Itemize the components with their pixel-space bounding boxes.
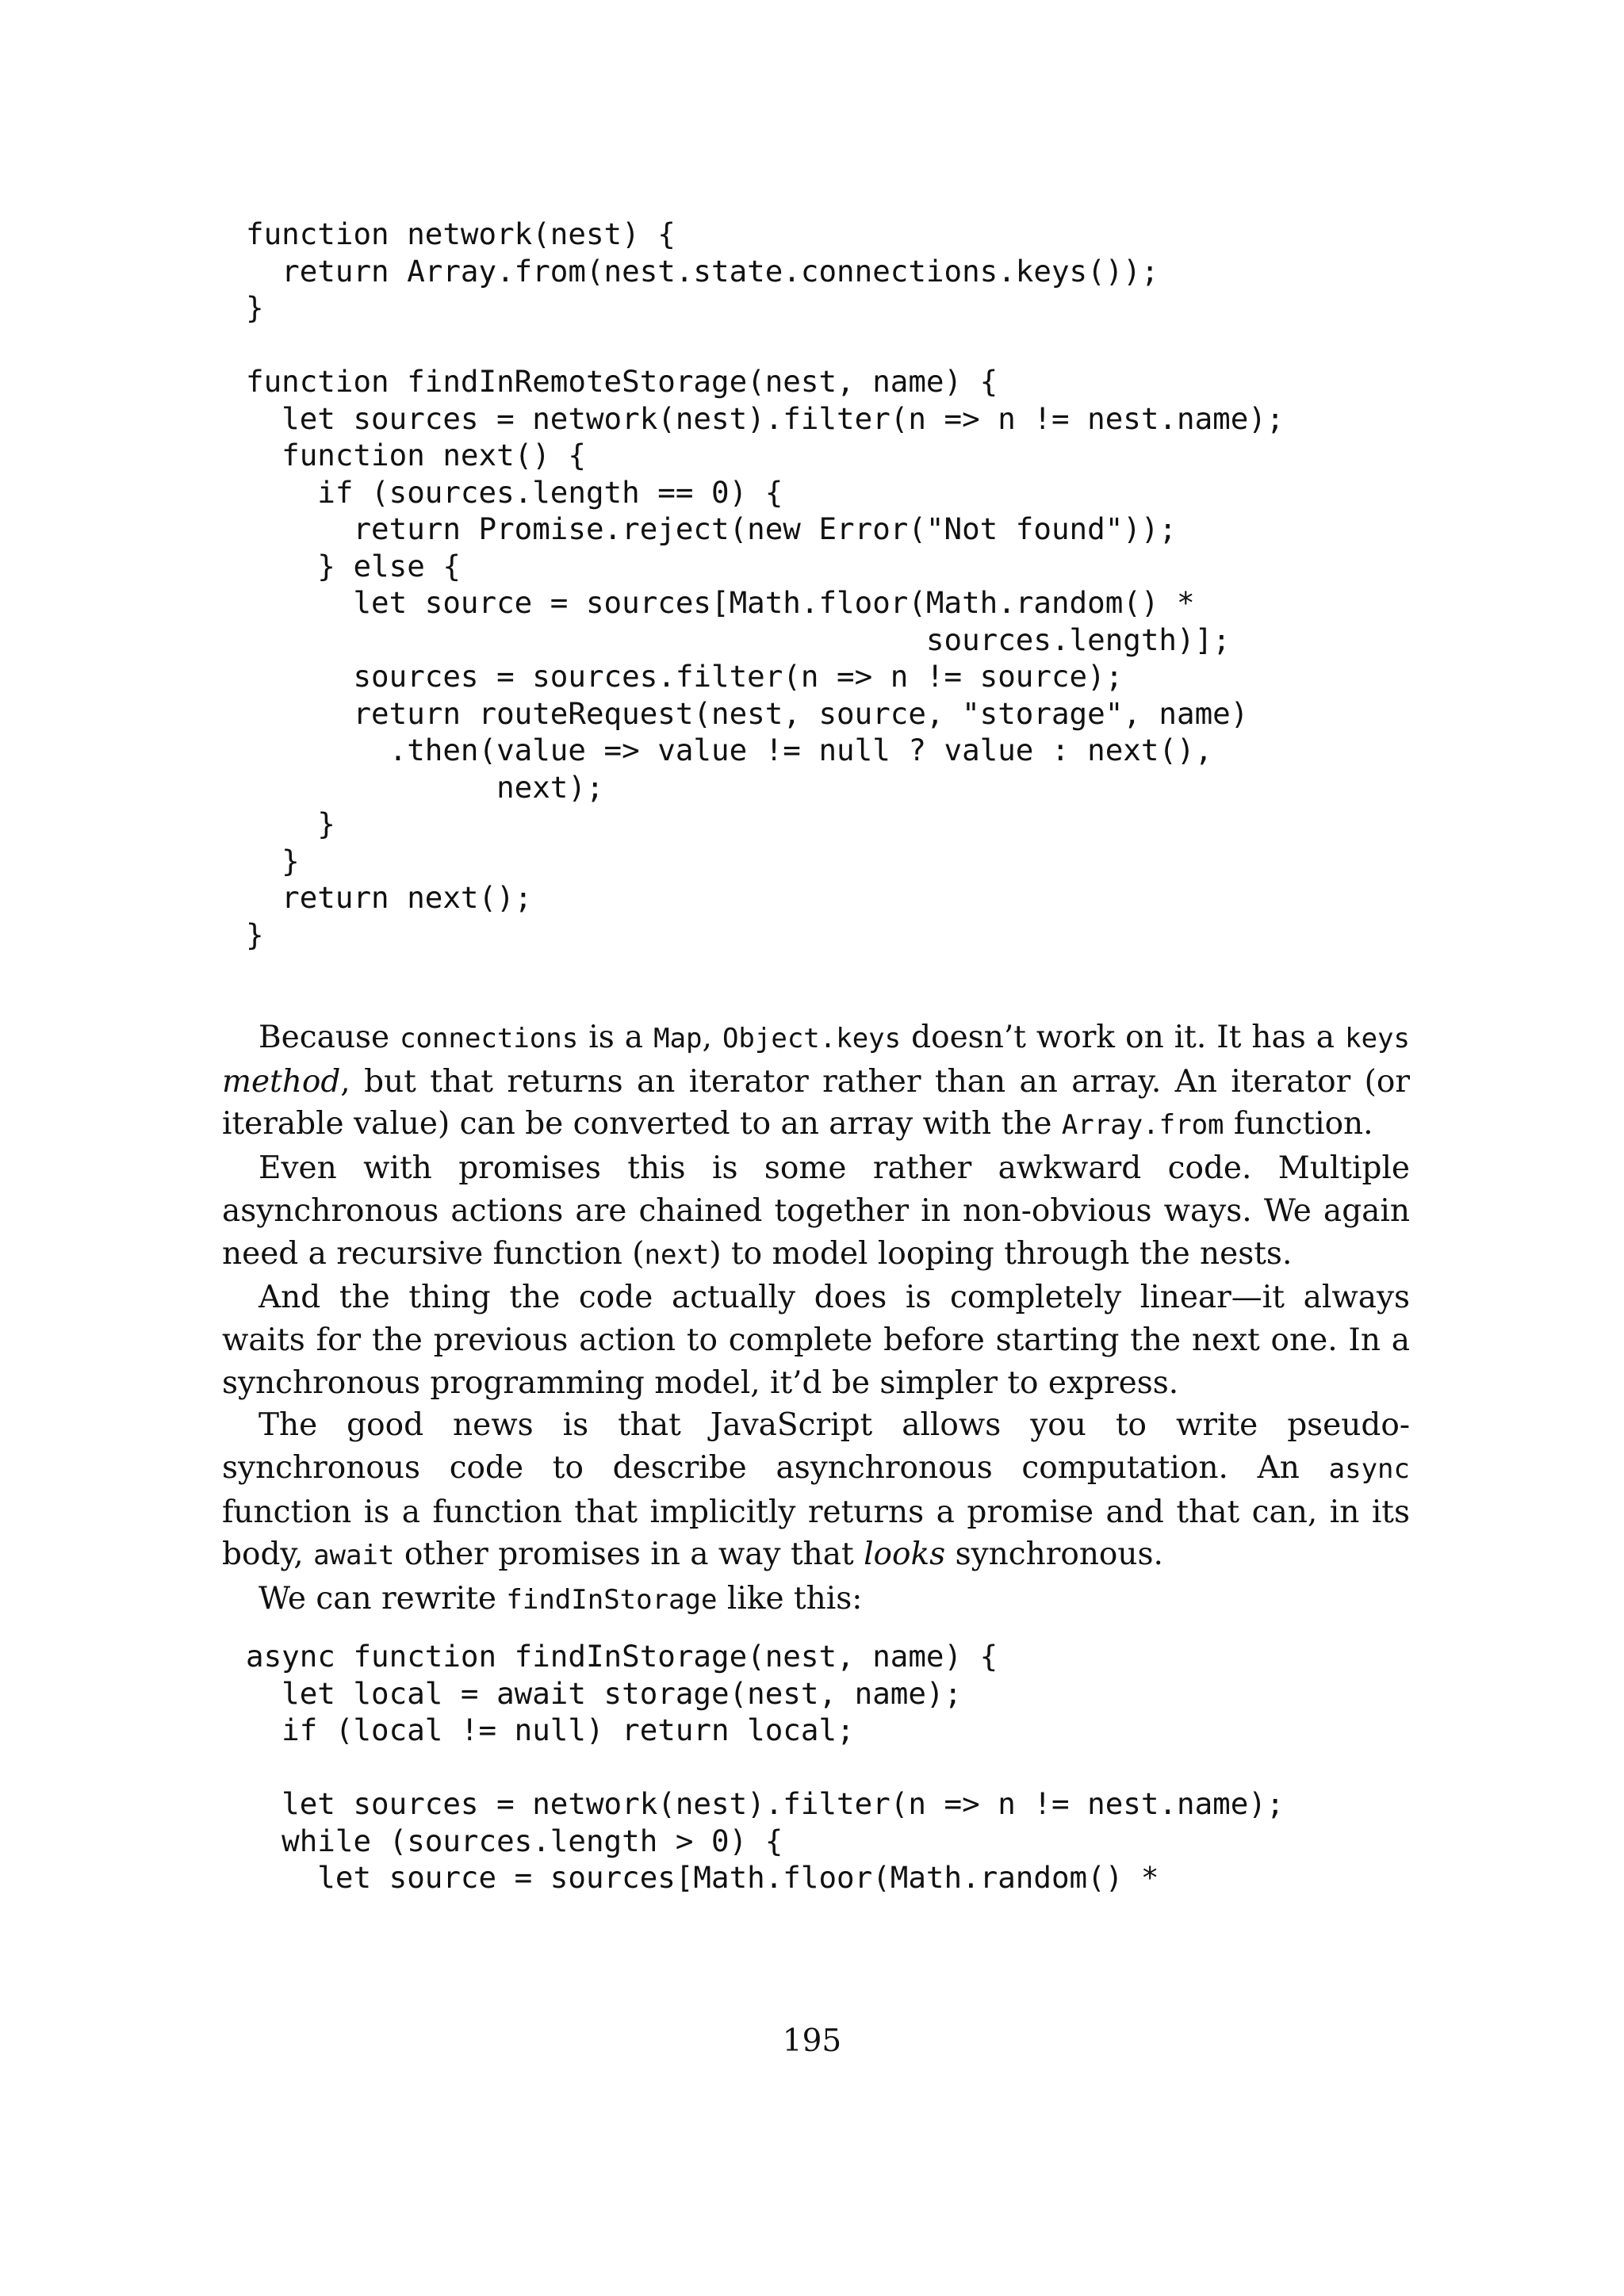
paragraph-awkward-code: Even with promises this is some rather awkward code. Multiple asynchronous actions are chained together in non-obvious ways. We again need a recursive function (next) to model looping through the nests. [222,1150,1410,1272]
emphasis: method [222,1063,341,1100]
code-line: sources = sources.filter(n => n != source); [246,659,1124,694]
code-line: } [246,290,264,325]
code-line: let source = sources[Math.floor(Math.random() * [246,585,1195,620]
code-line: next); [246,769,604,805]
code-line: let local = await storage(nest, name); [246,1675,963,1711]
code-line: let sources = network(nest).filter(n => n != nest.name); [246,1786,1285,1821]
inline-code: await [313,1540,395,1572]
paragraph-connections-map: Because connections is a Map, Object.keys doesn’t work on it. It has a keys method, but that returns an iterator rather than an array. An iterator (or iterable value) can be converted to an array with the Array.from function. [222,1020,1410,1142]
paragraph-linear: And the thing the code actually does is completely linear—it always waits for the previous action to complete before starting the next one. In a synchronous programming model, it’d be simpler to express. [222,1280,1410,1401]
code-line: function findInRemoteStorage(nest, name) { [246,364,998,399]
code-block-find-in-storage-async [246,1638,1284,1896]
paragraph-rewrite: We can rewrite findInStorage like this: [259,1581,863,1617]
code-line: return next(); [246,880,533,915]
inline-code: Array.from [1061,1109,1224,1142]
body-text [222,1016,1410,1622]
code-line: let source = sources[Math.floor(Math.random() * [246,1860,1159,1895]
code-line: function next() { [246,438,586,473]
inline-code: findInStorage [506,1584,718,1617]
code-line: return Promise.reject(new Error("Not found")); [246,511,1177,546]
code-line [246,327,1284,364]
code-line: return routeRequest(nest, source, "storage", name) [246,695,1249,731]
inline-code: next [644,1238,710,1271]
code-line [246,1749,1284,1786]
inline-code: async [1328,1453,1410,1486]
code-line: async function findInStorage(nest, name) { [246,1639,998,1674]
code-line: } [246,843,300,878]
code-block-network-find-remote [246,216,1284,953]
inline-code: connections [400,1023,579,1054]
code-line: if (local != null) return local; [246,1712,855,1747]
code-line: sources.length)]; [246,622,1231,657]
inline-code: Object.keys [722,1023,902,1054]
code-line: } [246,806,335,841]
page-number: 195 [782,2023,842,2059]
code-line: function network(nest) { [246,216,676,251]
inline-code: keys [1345,1023,1410,1054]
code-line: return Array.from(nest.state.connections.keys()); [246,253,1159,289]
code-line: if (sources.length == 0) { [246,474,783,510]
code-line: while (sources.length > 0) { [246,1823,783,1858]
code-line: let sources = network(nest).filter(n => n != nest.name); [246,400,1285,436]
code-line: } else { [246,548,461,584]
emphasis: looks [864,1536,946,1573]
code-line: .then(value => value != null ? value : next(), [246,733,1213,767]
paragraph-async-intro: The good news is that JavaScript allows you to write pseudo-synchronous code to describe asynchronous computation. An async function is a function that implicitly returns a promise and that can, in its body, await other promises in a way that looks synchronous. [222,1407,1410,1573]
code-line: } [246,916,264,952]
inline-code: Map [653,1023,703,1054]
